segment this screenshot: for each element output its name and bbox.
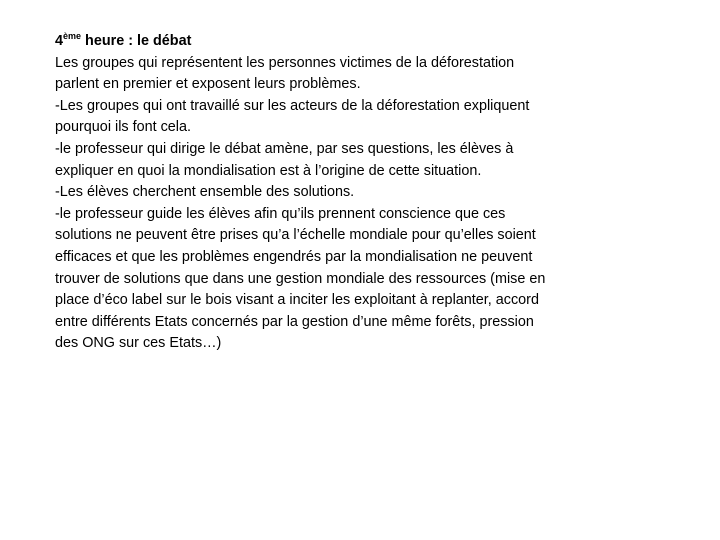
text-line: solutions ne peuvent être prises qu’a l’échelle mondiale pour qu’elles soient: [55, 227, 536, 244]
text-line: place d’éco label sur le bois visant a inciter les exploitant à replanter, accord: [55, 292, 539, 309]
heading: [55, 31, 620, 53]
text-line: -le professeur guide les élèves afin qu’ils prennent conscience que ces: [55, 205, 506, 222]
text-line: trouver de solutions que dans une gestion mondiale des ressources (mise en: [55, 270, 546, 287]
text-line: des ONG sur ces Etats…): [55, 335, 222, 352]
text-line: Les groupes qui représentent les personnes victimes de la déforestation: [55, 54, 515, 71]
text-line: -Les élèves cherchent ensemble des solutions.: [55, 184, 355, 201]
slide-text-block: [55, 31, 620, 355]
text-line: expliquer en quoi la mondialisation est à l’origine de cette situation.: [55, 162, 482, 179]
text-line: -le professeur qui dirige le débat amène, par ses questions, les élèves à: [55, 140, 514, 157]
text-line: -Les groupes qui ont travaillé sur les acteurs de la déforestation expliquent: [55, 97, 530, 114]
heading-superscript: ème: [63, 31, 82, 41]
heading-text: heure : le débat: [81, 33, 192, 49]
text-line: efficaces et que les problèmes engendrés par la mondialisation ne peuvent: [55, 248, 533, 265]
text-line: parlent en premier et exposent leurs problèmes.: [55, 76, 361, 93]
text-line: pourquoi ils font cela.: [55, 119, 191, 136]
heading-number: 4: [55, 33, 64, 49]
text-line: entre différents Etats concernés par la gestion d’une même forêts, pression: [55, 313, 534, 330]
